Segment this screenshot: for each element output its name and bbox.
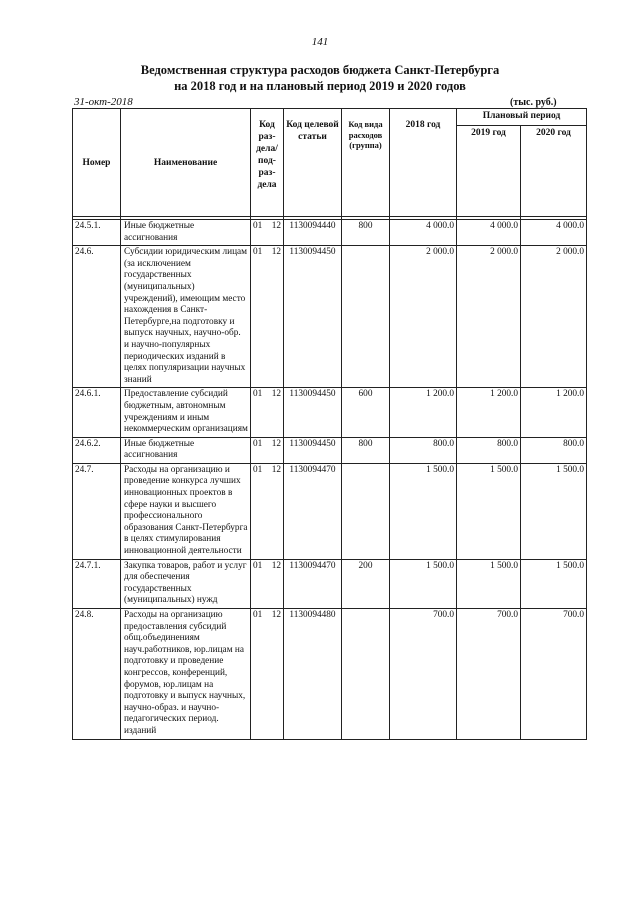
row-section-code: 01 <box>251 246 266 388</box>
header-expense-type: Код вида расходов (группа) <box>342 109 390 217</box>
row-amount-2018: 4 000.0 <box>390 220 457 246</box>
row-expense-type: 200 <box>342 559 390 608</box>
row-amount-2018: 1 500.0 <box>390 559 457 608</box>
table-row <box>73 246 587 388</box>
row-subsection-code: 12 <box>266 220 284 246</box>
row-section-code: 01 <box>251 559 266 608</box>
header-article: Код целевой статьи <box>284 109 342 217</box>
row-number: 24.6.2. <box>73 437 121 463</box>
row-amount-2019: 1 500.0 <box>457 463 521 559</box>
row-amount-2020: 800.0 <box>521 437 587 463</box>
row-amount-2019: 700.0 <box>457 609 521 740</box>
row-amount-2020: 1 200.0 <box>521 388 587 437</box>
row-amount-2018: 1 200.0 <box>390 388 457 437</box>
row-expense-type <box>342 463 390 559</box>
row-expense-type: 800 <box>342 437 390 463</box>
report-date: 31-окт-2018 <box>74 96 133 108</box>
row-article-code: 1130094480 <box>284 609 342 740</box>
row-subsection-code: 12 <box>266 388 284 437</box>
row-number: 24.7. <box>73 463 121 559</box>
row-amount-2019: 1 500.0 <box>457 559 521 608</box>
row-subsection-code: 12 <box>266 246 284 388</box>
row-name: Расходы на организацию предоставления субсидий общ.объединениям науч.работников, юр.лицам на подготовку и проведение конгрессов, конференций, форумов, юр.лицам на подготовку и выпуск научных, научно-образ. и научно-педагогических период. изданий <box>121 609 251 740</box>
row-expense-type <box>342 246 390 388</box>
budget-table <box>72 108 587 740</box>
row-amount-2018: 1 500.0 <box>390 463 457 559</box>
table-row <box>73 559 587 608</box>
row-article-code: 1130094450 <box>284 246 342 388</box>
table-row <box>73 220 587 246</box>
title-line-1: Ведомственная структура расходов бюджета Санкт-Петербурга <box>140 63 500 77</box>
header-2019: 2019 год <box>457 126 521 217</box>
row-amount-2020: 1 500.0 <box>521 559 587 608</box>
row-number: 24.8. <box>73 609 121 740</box>
row-name: Расходы на организацию и проведение конкурса лучших инновационных проектов в сфере науки и высшего профессионального образования Санкт-Петербурга в целях стимулирования инновационной деятельности <box>121 463 251 559</box>
row-subsection-code: 12 <box>266 463 284 559</box>
row-number: 24.6.1. <box>73 388 121 437</box>
row-amount-2018: 800.0 <box>390 437 457 463</box>
header-2020: 2020 год <box>521 126 587 217</box>
row-section-code: 01 <box>251 463 266 559</box>
row-name: Закупка товаров, работ и услуг для обеспечения государственных (муниципальных) нужд <box>121 559 251 608</box>
row-number: 24.7.1. <box>73 559 121 608</box>
row-section-code: 01 <box>251 220 266 246</box>
row-article-code: 1130094450 <box>284 437 342 463</box>
page-number: 141 <box>311 36 329 48</box>
row-name: Предоставление субсидий бюджетным, автономным учреждениям и иным некоммерческим организациям <box>121 388 251 437</box>
row-article-code: 1130094440 <box>284 220 342 246</box>
table-row <box>73 609 587 740</box>
row-expense-type <box>342 609 390 740</box>
units-label: (тыс. руб.) <box>510 97 557 108</box>
row-article-code: 1130094470 <box>284 559 342 608</box>
table-row <box>73 388 587 437</box>
header-2018: 2018 год <box>390 109 457 217</box>
row-expense-type: 600 <box>342 388 390 437</box>
table-row <box>73 437 587 463</box>
title-line-2: на 2018 год и на плановый период 2019 и 2020 годов <box>174 79 466 93</box>
row-article-code: 1130094470 <box>284 463 342 559</box>
row-expense-type: 800 <box>342 220 390 246</box>
header-name: Наименование <box>121 109 251 217</box>
row-amount-2018: 2 000.0 <box>390 246 457 388</box>
row-name: Иные бюджетные ассигнования <box>121 437 251 463</box>
row-amount-2019: 4 000.0 <box>457 220 521 246</box>
row-amount-2020: 2 000.0 <box>521 246 587 388</box>
row-number: 24.5.1. <box>73 220 121 246</box>
row-amount-2020: 700.0 <box>521 609 587 740</box>
row-amount-2019: 1 200.0 <box>457 388 521 437</box>
table-header <box>73 109 587 220</box>
row-amount-2020: 1 500.0 <box>521 463 587 559</box>
row-number: 24.6. <box>73 246 121 388</box>
row-article-code: 1130094450 <box>284 388 342 437</box>
row-name: Иные бюджетные ассигнования <box>121 220 251 246</box>
table-row <box>73 463 587 559</box>
row-amount-2020: 4 000.0 <box>521 220 587 246</box>
row-subsection-code: 12 <box>266 609 284 740</box>
page-title <box>0 62 640 94</box>
row-subsection-code: 12 <box>266 559 284 608</box>
row-amount-2018: 700.0 <box>390 609 457 740</box>
table-body <box>73 220 587 740</box>
row-subsection-code: 12 <box>266 437 284 463</box>
row-section-code: 01 <box>251 437 266 463</box>
header-number: Номер <box>73 109 121 217</box>
row-amount-2019: 800.0 <box>457 437 521 463</box>
header-section: Код раз-дела/ под-раз-дела <box>251 109 284 217</box>
row-amount-2019: 2 000.0 <box>457 246 521 388</box>
header-planned-period: Плановый период <box>457 109 587 126</box>
row-section-code: 01 <box>251 609 266 740</box>
row-name: Субсидии юридическим лицам (за исключением государственных (муниципальных) учреждений), имеющим место нахождения в Санкт-Петербурге,на подготовку и выпуск научных, научно-обр. и научно-популярных периодических изданий в целях популяризации научных знаний <box>121 246 251 388</box>
row-section-code: 01 <box>251 388 266 437</box>
